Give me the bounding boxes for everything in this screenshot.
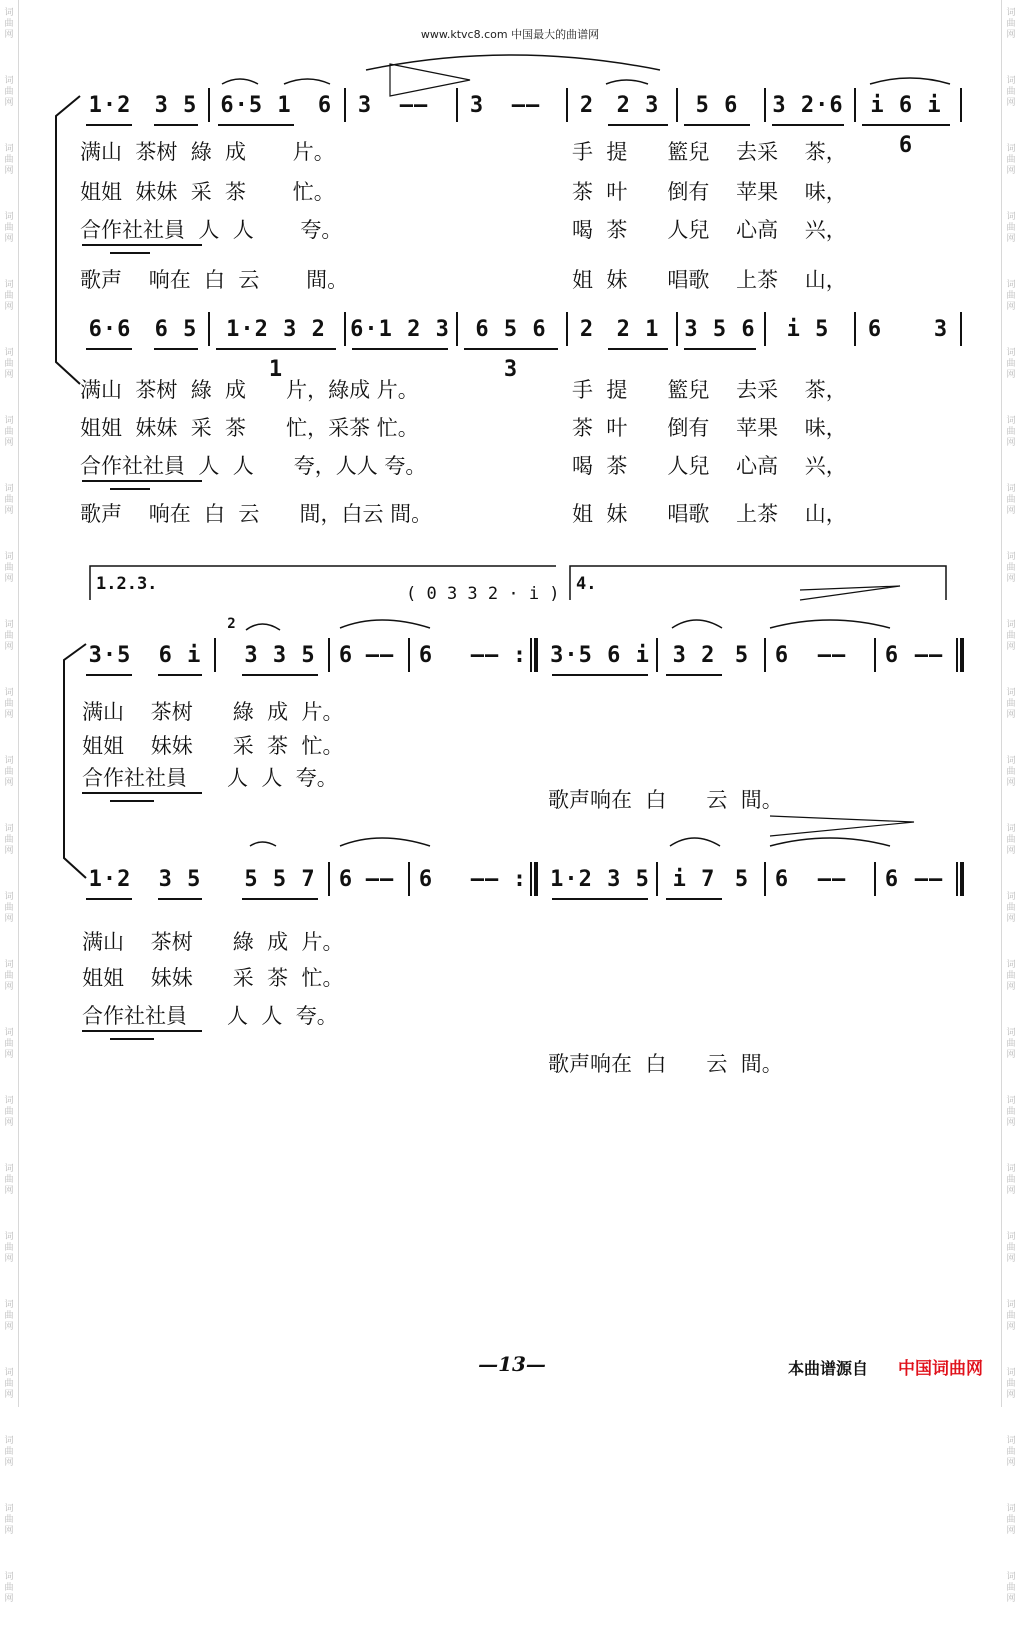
note: 3 5 (158, 867, 202, 892)
site-header: www.ktvc8.com 中国最大的曲谱网 (420, 28, 600, 41)
note: 6 (418, 643, 434, 668)
note: 6 (418, 867, 434, 892)
watermark-glyph: 词 曲 网 (1006, 1232, 1016, 1264)
note: 2 1 (616, 317, 660, 342)
underline (82, 792, 202, 794)
lyric-line: 姐 妹 唱歌 上茶 山， (572, 502, 847, 526)
underline (608, 124, 668, 126)
note: 3·5 (88, 643, 132, 668)
barline (344, 312, 346, 346)
watermark-glyph: 词 曲 网 (1006, 1096, 1016, 1128)
bracketed-phrase: ( 0 3 3 2 · i ) (406, 584, 560, 604)
underline (86, 124, 132, 126)
watermark-glyph: 词 曲 网 (4, 212, 14, 244)
watermark-glyph: 词 曲 网 (4, 8, 14, 40)
note: 5 (734, 643, 750, 668)
barline (960, 312, 962, 346)
note: 5 5 7 (244, 867, 316, 892)
barline (408, 862, 410, 896)
watermark-glyph: 词 曲 网 (4, 1436, 14, 1468)
barline (656, 862, 658, 896)
underline (464, 348, 558, 350)
barline (874, 638, 876, 672)
barline (328, 862, 330, 896)
lyric-line: 手 提 籃兒 去采 茶， (572, 140, 847, 164)
watermark-glyph: 词 曲 网 (1006, 960, 1016, 992)
note: —— (914, 643, 944, 668)
underline (86, 348, 132, 350)
right-margin-line (1001, 0, 1002, 1407)
watermark-glyph: 词 曲 网 (4, 280, 14, 312)
note: —— (365, 867, 395, 892)
watermark-glyph: 词 曲 网 (4, 416, 14, 448)
note: —— (914, 867, 944, 892)
lyric-line: 合作社社員 人 人 夸。 (82, 1004, 338, 1028)
note: 6 (774, 643, 790, 668)
watermark-glyph: 词 曲 网 (1006, 1028, 1016, 1060)
watermark-glyph: 词 曲 网 (4, 552, 14, 584)
watermark-glyph: 词 曲 网 (1006, 484, 1016, 516)
watermark-glyph: 词 曲 网 (4, 756, 14, 788)
lyric-line: 歌声 响在 白 云 間，白云 間。 (80, 502, 433, 526)
watermark-glyph: 词 曲 网 (4, 1232, 14, 1264)
underline (862, 124, 950, 126)
watermark-glyph: 词 曲 网 (1006, 144, 1016, 176)
barline (214, 638, 216, 672)
barline (456, 88, 458, 122)
lyric-line: 姐姐 妹妹 采 茶 忙。 (82, 966, 344, 990)
underline (82, 480, 202, 482)
note: —— (817, 643, 847, 668)
note: —— (399, 93, 429, 118)
underline (242, 898, 318, 900)
note: 3 (933, 317, 949, 342)
watermark-glyph: 词 曲 网 (1006, 620, 1016, 652)
left-margin-line (18, 0, 19, 1407)
watermark-glyph: 词 曲 网 (1006, 892, 1016, 924)
underline (352, 348, 448, 350)
watermark-glyph: 词 曲 网 (1006, 280, 1016, 312)
watermark-glyph: 词 曲 网 (1006, 1436, 1016, 1468)
barline (960, 88, 962, 122)
volta-second-ending: 4. (576, 574, 597, 594)
lyric-line: 满山 茶树 綠 成 片。 (82, 930, 344, 954)
watermark-glyph: 词 曲 网 (4, 1300, 14, 1332)
volta-first-ending: 1.2.3. (96, 574, 158, 594)
lyric-line: 姐 妹 唱歌 上茶 山， (572, 268, 847, 292)
lyric-line: 姐姐 妹妹 采 茶 忙。 (80, 180, 335, 204)
lyric-line: 满山 茶树 綠 成 片。 (82, 700, 344, 724)
note: 5 (734, 867, 750, 892)
note: 6 5 (154, 317, 198, 342)
repeat-barline (530, 638, 538, 672)
underline (218, 124, 294, 126)
watermark-glyph: 词 曲 网 (4, 1572, 14, 1604)
barline (676, 88, 678, 122)
barline (566, 312, 568, 346)
final-barline (956, 862, 964, 896)
watermark-glyph: 词 曲 网 (1006, 1504, 1016, 1536)
barline (764, 88, 766, 122)
note: 3·5 6 i (550, 643, 650, 668)
barline (456, 312, 458, 346)
watermark-glyph: 词 曲 网 (1006, 1368, 1016, 1400)
watermark-glyph: 词 曲 网 (4, 484, 14, 516)
note: 1·2 3 5 (550, 867, 650, 892)
barline (676, 312, 678, 346)
lyric-line: 合作社社員 人 人 夸。 (80, 218, 343, 242)
note: 3 2 (672, 643, 716, 668)
lyric-line: 茶 叶 倒有 苹果 味， (572, 180, 847, 204)
note: —— (365, 643, 395, 668)
repeat-sign: : (512, 643, 528, 668)
underline (552, 898, 648, 900)
lyric-line: 茶 叶 倒有 苹果 味， (572, 416, 847, 440)
barline (408, 638, 410, 672)
lyric-line: 手 提 籃兒 去采 茶， (572, 378, 847, 402)
watermark-glyph: 词 曲 网 (4, 348, 14, 380)
watermark-glyph: 词 曲 网 (4, 1028, 14, 1060)
system2-lower-staff (0, 860, 1020, 900)
watermark-glyph: 词 曲 网 (1006, 688, 1016, 720)
underline (216, 348, 336, 350)
watermark-glyph: 词 曲 网 (4, 620, 14, 652)
note: —— (511, 93, 541, 118)
note: 6 5 6 3 (475, 317, 547, 382)
note: 6 (774, 867, 790, 892)
note: 1·2 3 2 1 (226, 317, 326, 382)
lyric-line: 合作社社員 人 人 夸。 (82, 766, 338, 790)
underline (110, 800, 154, 802)
note: 6 (867, 317, 883, 342)
note: 6 (317, 93, 333, 118)
note: —— (470, 867, 500, 892)
source-label: 本曲谱源自 (788, 1359, 869, 1378)
underline (86, 674, 132, 676)
note: i 7 (672, 867, 716, 892)
underline (86, 898, 132, 900)
watermark-glyph: 词 曲 网 (4, 1504, 14, 1536)
crescendo-mark (0, 810, 1020, 850)
underline (110, 1038, 154, 1040)
repeat-barline (530, 862, 538, 896)
underline (154, 348, 198, 350)
watermark-glyph: 词 曲 网 (4, 144, 14, 176)
grace-note: 2 (227, 616, 237, 632)
note: —— (470, 643, 500, 668)
barline (208, 88, 210, 122)
watermark-glyph: 词 曲 网 (1006, 212, 1016, 244)
underline (666, 674, 722, 676)
note: 6·6 (88, 317, 132, 342)
note: 3 (357, 93, 373, 118)
barline (874, 862, 876, 896)
watermark-glyph: 词 曲 网 (1006, 756, 1016, 788)
lyric-line: 合作社社員 人 人 夸，人人 夸。 (80, 454, 427, 478)
note: 3 5 6 (684, 317, 756, 342)
underline (242, 674, 318, 676)
underline (110, 252, 150, 254)
barline (764, 862, 766, 896)
lyric-line: 歌声 响在 白 云 間。 (80, 268, 349, 292)
lyric-line: 喝 茶 人兒 心高 兴， (572, 454, 847, 478)
lyric-line: 姐姐 妹妹 采 茶 忙，采茶 忙。 (80, 416, 419, 440)
note: i 6 i 6 (870, 93, 942, 158)
lyric-line: 满山 茶树 綠 成 片。 (80, 140, 335, 164)
barline (344, 88, 346, 122)
watermark-glyph: 词 曲 网 (1006, 1572, 1016, 1604)
barline (854, 312, 856, 346)
lyric-line: 喝 茶 人兒 心高 兴， (572, 218, 847, 242)
note: 1·2 (88, 867, 132, 892)
note: 2 3 (616, 93, 660, 118)
final-barline (956, 638, 964, 672)
watermark-glyph: 词 曲 网 (1006, 76, 1016, 108)
underline (110, 488, 150, 490)
note: —— (817, 867, 847, 892)
system2-upper-staff (0, 636, 1020, 676)
underline (82, 244, 202, 246)
note: i 5 (786, 317, 830, 342)
note: 6 (338, 643, 354, 668)
note: 2 (579, 317, 595, 342)
watermark-right (1004, 0, 1018, 1604)
watermark-left (2, 0, 16, 1604)
repeat-sign: : (512, 867, 528, 892)
underline (608, 348, 668, 350)
barline (208, 312, 210, 346)
note: 1·2 (88, 93, 132, 118)
watermark-glyph: 词 曲 网 (4, 824, 14, 856)
barline (764, 638, 766, 672)
watermark-glyph: 词 曲 网 (1006, 552, 1016, 584)
underline (666, 898, 722, 900)
watermark-glyph: 词 曲 网 (4, 1096, 14, 1128)
underline (684, 124, 750, 126)
watermark-glyph: 词 曲 网 (1006, 824, 1016, 856)
barline (854, 88, 856, 122)
watermark-glyph: 词 曲 网 (1006, 1300, 1016, 1332)
underline (82, 1030, 202, 1032)
barline (656, 638, 658, 672)
note: 6·5 1 (220, 93, 292, 118)
underline (772, 124, 844, 126)
note: 6 (884, 643, 900, 668)
watermark-glyph: 词 曲 网 (1006, 416, 1016, 448)
note: 3 2·6 (772, 93, 844, 118)
note: 6 (884, 867, 900, 892)
brand-link[interactable]: 中国词曲网 (898, 1359, 983, 1379)
watermark-glyph: 词 曲 网 (4, 960, 14, 992)
watermark-glyph: 词 曲 网 (4, 1368, 14, 1400)
note: 3 5 (154, 93, 198, 118)
lyric-line: 歌声响在 白 云 間。 (548, 788, 783, 812)
watermark-glyph: 词 曲 网 (4, 892, 14, 924)
note: 6 (338, 867, 354, 892)
barline (566, 88, 568, 122)
lyric-line: 姐姐 妹妹 采 茶 忙。 (82, 734, 344, 758)
page-number: —13— (478, 1352, 546, 1376)
watermark-glyph: 词 曲 网 (1006, 348, 1016, 380)
underline (158, 898, 202, 900)
watermark-glyph: 词 曲 网 (1006, 1164, 1016, 1196)
watermark-glyph: 词 曲 网 (1006, 8, 1016, 40)
barline (764, 312, 766, 346)
note: 3 3 5 (244, 643, 316, 668)
note: 3 (469, 93, 485, 118)
note: 2 (579, 93, 595, 118)
underline (154, 124, 198, 126)
watermark-glyph: 词 曲 网 (4, 688, 14, 720)
note: 5 6 (695, 93, 739, 118)
lyric-line: 歌声响在 白 云 間。 (548, 1052, 783, 1076)
barline (328, 638, 330, 672)
underline (552, 674, 648, 676)
underline (684, 348, 756, 350)
watermark-glyph: 词 曲 网 (4, 1164, 14, 1196)
watermark-glyph: 词 曲 网 (4, 76, 14, 108)
note: 6·1 2 3 (350, 317, 450, 342)
underline (158, 674, 202, 676)
note: 6 i (158, 643, 202, 668)
lyric-line: 满山 茶树 綠 成 片，綠成 片。 (80, 378, 419, 402)
